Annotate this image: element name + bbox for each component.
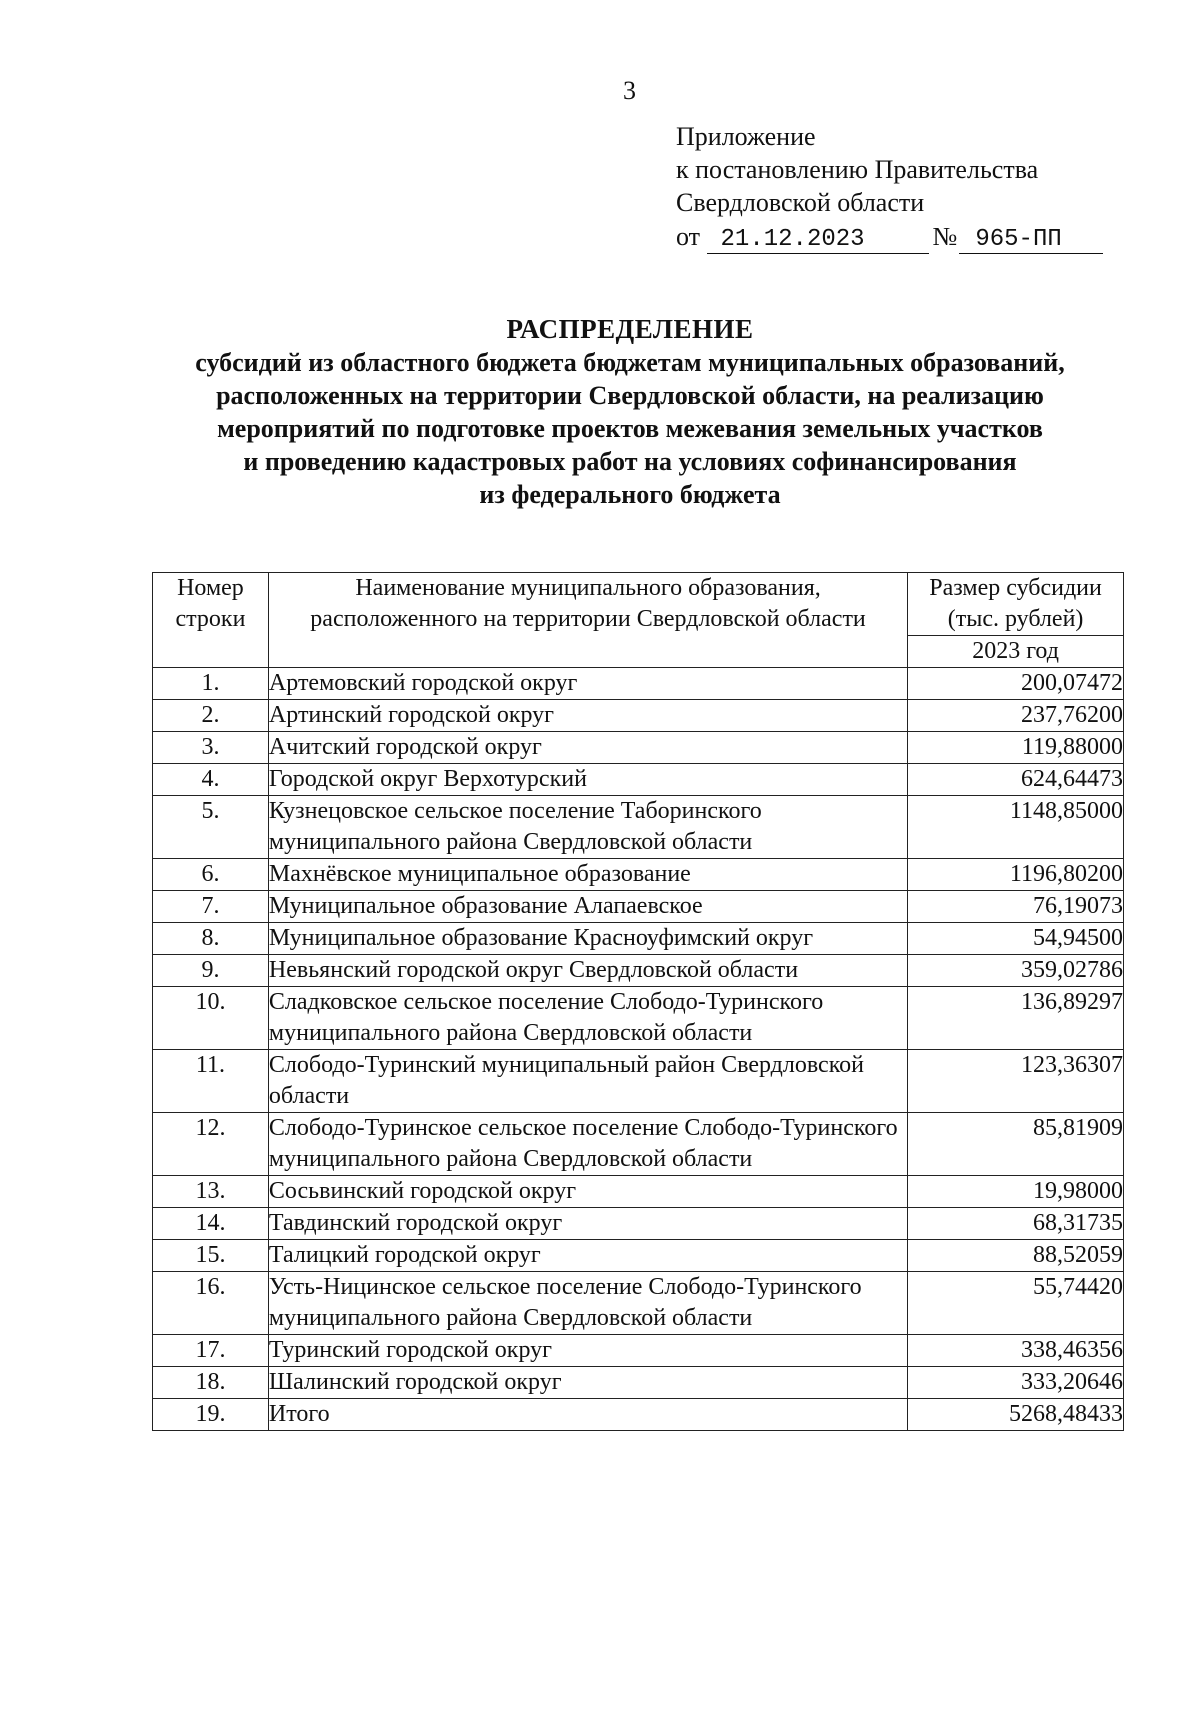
header-municipality-name: Наименование муниципального образования, расположенного на территории Свердловской области bbox=[268, 573, 907, 668]
row-municipality-name: Кузнецовское сельское поселение Таборинского муниципального района Свердловской области bbox=[268, 796, 907, 859]
row-subsidy-value: 624,64473 bbox=[908, 764, 1124, 796]
table-row bbox=[153, 987, 1124, 1050]
row-subsidy-value: 85,81909 bbox=[908, 1113, 1124, 1176]
table-row bbox=[153, 1113, 1124, 1176]
title-line: из федерального бюджета bbox=[479, 480, 781, 509]
row-municipality-name: Слободо-Туринское сельское поселение Слободо-Туринского муниципального района Свердловской области bbox=[268, 1113, 907, 1176]
table-row bbox=[153, 1335, 1124, 1367]
row-number: 7. bbox=[153, 891, 269, 923]
row-municipality-name: Сосьвинский городской округ bbox=[268, 1176, 907, 1208]
appendix-line: к постановлению Правительства bbox=[676, 155, 1039, 184]
number-sign: № bbox=[932, 222, 958, 251]
row-municipality-name: Шалинский городской округ bbox=[268, 1367, 907, 1399]
row-municipality-name: Усть-Ницинское сельское поселение Слободо-Туринского муниципального района Свердловской области bbox=[268, 1272, 907, 1335]
row-number: 2. bbox=[153, 700, 269, 732]
appendix-date-line bbox=[676, 220, 1103, 254]
table-row bbox=[153, 732, 1124, 764]
row-subsidy-value: 55,74420 bbox=[908, 1272, 1124, 1335]
row-number: 1. bbox=[153, 668, 269, 700]
row-subsidy-value: 359,02786 bbox=[908, 955, 1124, 987]
row-number: 3. bbox=[153, 732, 269, 764]
row-number: 16. bbox=[153, 1272, 269, 1335]
row-number: 19. bbox=[153, 1399, 269, 1431]
row-municipality-name: Сладковское сельское поселение Слободо-Туринского муниципального района Свердловской области bbox=[268, 987, 907, 1050]
row-municipality-name: Слободо-Туринский муниципальный район Свердловской области bbox=[268, 1050, 907, 1113]
row-municipality-name: Городской округ Верхотурский bbox=[268, 764, 907, 796]
document-title bbox=[110, 313, 1150, 511]
row-number: 12. bbox=[153, 1113, 269, 1176]
table-row bbox=[153, 1399, 1124, 1431]
table-row bbox=[153, 764, 1124, 796]
subsidy-table bbox=[152, 572, 1124, 1431]
table-row bbox=[153, 1367, 1124, 1399]
row-municipality-name: Итого bbox=[268, 1399, 907, 1431]
title-main: РАСПРЕДЕЛЕНИЕ bbox=[506, 314, 754, 344]
row-subsidy-value: 88,52059 bbox=[908, 1240, 1124, 1272]
title-line: и проведению кадастровых работ на условиях софинансирования bbox=[243, 447, 1017, 476]
row-municipality-name: Невьянский городской округ Свердловской области bbox=[268, 955, 907, 987]
row-number: 18. bbox=[153, 1367, 269, 1399]
row-subsidy-value: 237,76200 bbox=[908, 700, 1124, 732]
row-municipality-name: Махнёвское муниципальное образование bbox=[268, 859, 907, 891]
row-subsidy-value: 200,07472 bbox=[908, 668, 1124, 700]
appendix-line: Свердловской области bbox=[676, 188, 925, 217]
row-subsidy-value: 68,31735 bbox=[908, 1208, 1124, 1240]
row-number: 11. bbox=[153, 1050, 269, 1113]
row-number: 4. bbox=[153, 764, 269, 796]
row-subsidy-value: 333,20646 bbox=[908, 1367, 1124, 1399]
row-subsidy-value: 54,94500 bbox=[908, 923, 1124, 955]
date-prefix: от bbox=[676, 222, 701, 251]
header-row-number: Номер строки bbox=[153, 573, 269, 668]
table-row bbox=[153, 1050, 1124, 1113]
row-number: 10. bbox=[153, 987, 269, 1050]
row-subsidy-value: 76,19073 bbox=[908, 891, 1124, 923]
row-subsidy-value: 136,89297 bbox=[908, 987, 1124, 1050]
title-line: субсидий из областного бюджета бюджетам муниципальных образований, bbox=[195, 348, 1065, 377]
table-row bbox=[153, 796, 1124, 859]
row-subsidy-value: 119,88000 bbox=[908, 732, 1124, 764]
row-municipality-name: Артинский городской округ bbox=[268, 700, 907, 732]
row-municipality-name: Артемовский городской округ bbox=[268, 668, 907, 700]
row-number: 6. bbox=[153, 859, 269, 891]
row-subsidy-value: 19,98000 bbox=[908, 1176, 1124, 1208]
page-number: 3 bbox=[623, 76, 636, 105]
row-number: 13. bbox=[153, 1176, 269, 1208]
table-row bbox=[153, 668, 1124, 700]
row-number: 15. bbox=[153, 1240, 269, 1272]
appendix-block bbox=[676, 120, 1103, 254]
row-subsidy-value: 1196,80200 bbox=[908, 859, 1124, 891]
row-subsidy-value: 5268,48433 bbox=[908, 1399, 1124, 1431]
table-body bbox=[153, 668, 1124, 1431]
header-year: 2023 год bbox=[908, 636, 1124, 668]
appendix-line: Приложение bbox=[676, 122, 816, 151]
header-subsidy-size: Размер субсидии (тыс. рублей) bbox=[908, 573, 1124, 636]
title-line: расположенных на территории Свердловской области, на реализацию bbox=[216, 381, 1044, 410]
title-line: мероприятий по подготовке проектов межевания земельных участков bbox=[217, 414, 1043, 443]
document-date: 21.12.2023 bbox=[707, 227, 929, 254]
row-municipality-name: Муниципальное образование Красноуфимский округ bbox=[268, 923, 907, 955]
table-row bbox=[153, 891, 1124, 923]
table-row bbox=[153, 1208, 1124, 1240]
row-municipality-name: Талицкий городской округ bbox=[268, 1240, 907, 1272]
table-row bbox=[153, 1240, 1124, 1272]
row-number: 9. bbox=[153, 955, 269, 987]
row-number: 14. bbox=[153, 1208, 269, 1240]
row-number: 17. bbox=[153, 1335, 269, 1367]
row-number: 5. bbox=[153, 796, 269, 859]
table-row bbox=[153, 1176, 1124, 1208]
row-subsidy-value: 1148,85000 bbox=[908, 796, 1124, 859]
table-row bbox=[153, 859, 1124, 891]
row-number: 8. bbox=[153, 923, 269, 955]
table-row bbox=[153, 700, 1124, 732]
row-subsidy-value: 123,36307 bbox=[908, 1050, 1124, 1113]
row-subsidy-value: 338,46356 bbox=[908, 1335, 1124, 1367]
document-number: 965-ПП bbox=[959, 227, 1103, 254]
row-municipality-name: Туринский городской округ bbox=[268, 1335, 907, 1367]
row-municipality-name: Муниципальное образование Алапаевское bbox=[268, 891, 907, 923]
row-municipality-name: Ачитский городской округ bbox=[268, 732, 907, 764]
table-row bbox=[153, 1272, 1124, 1335]
table-row bbox=[153, 923, 1124, 955]
table-row bbox=[153, 955, 1124, 987]
row-municipality-name: Тавдинский городской округ bbox=[268, 1208, 907, 1240]
